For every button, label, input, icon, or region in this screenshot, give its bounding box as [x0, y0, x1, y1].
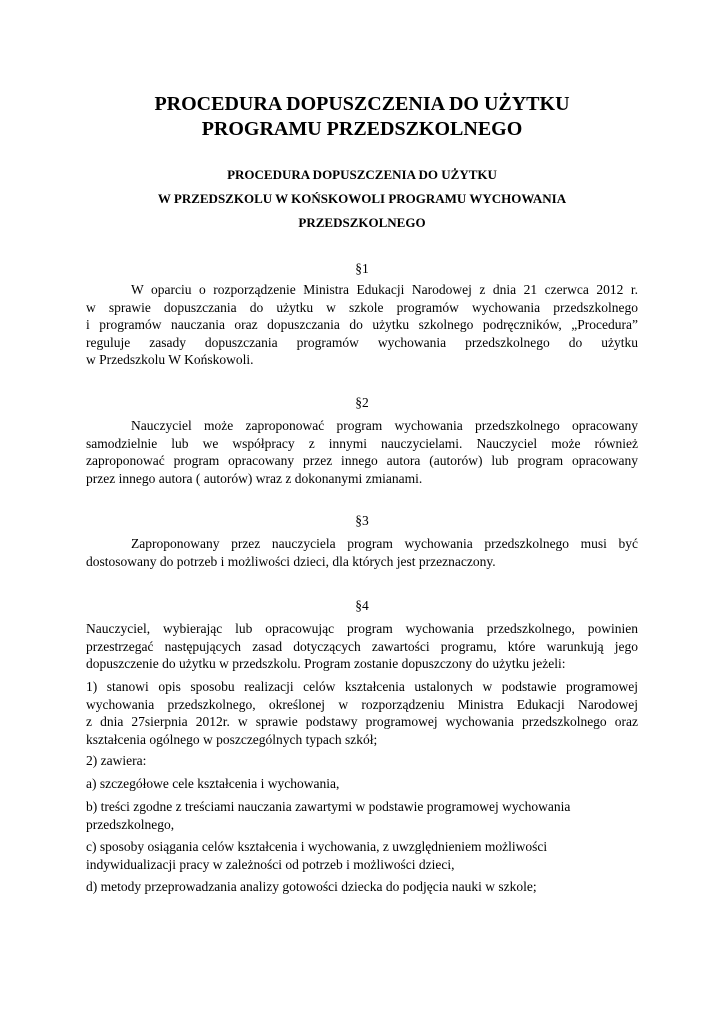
paragraph-line: przez innego autora ( autorów) wraz z dokonanymi zmianami. — [86, 470, 423, 486]
section-1-mark: §1 — [355, 261, 369, 276]
paragraph-line: Zaproponowany przez nauczyciela program wychowania przedszkolnego musi być — [131, 536, 638, 551]
paragraph-line: w Przedszkolu W Końskowoli. — [86, 352, 254, 367]
paragraph-line: b) treści zgodne z treściami nauczania zawartymi w podstawie programowej wychowania — [86, 799, 571, 814]
paragraph-line: z dnia 27sierpnia 2012r. w sprawie podstawy programowej wychowania przedszkolnego oraz — [86, 714, 638, 729]
paragraph-line: kształcenia ogólnego w poszczególnych typach szkół; — [86, 731, 378, 747]
section-2-mark: §2 — [355, 395, 369, 410]
section-4-item-d: d) metody przeprowadzania analizy gotowości dziecka do podjęcia nauki w szkole; — [86, 879, 537, 894]
paragraph-line: c) sposoby osiągania celów kształcenia i wychowania, z uwzględnieniem możliwości — [86, 839, 548, 854]
paragraph-line: indywidualizacji pracy w zależności od potrzeb i możliwości dzieci, — [86, 856, 455, 872]
paragraph-line: i programów nauczania oraz dopuszczania do użytku szkolnego podręczników, „Procedura” — [86, 317, 638, 332]
paragraph-line: 1) stanowi opis sposobu realizacji celów kształcenia ustalonych w podstawie programowej — [86, 679, 638, 694]
section-4-item-1 — [86, 678, 638, 748]
section-4-item-a: a) szczegółowe cele kształcenia i wychowania, — [86, 776, 340, 791]
section-2-paragraph — [86, 417, 638, 487]
paragraph-line: Nauczyciel, wybierając lub opracowując program wychowania przedszkolnego, powinien — [86, 621, 638, 636]
paragraph-line: dopuszczenie do użytku w przedszkolu. Program zostanie dopuszczony do użytku jeżeli: — [86, 656, 566, 671]
document-subtitle — [86, 163, 638, 235]
subtitle-line-1: PROCEDURA DOPUSZCZENIA DO UŻYTKU — [227, 167, 497, 182]
subtitle-line-2: W PRZEDSZKOLU W KOŃSKOWOLI PROGRAMU WYCHOWANIA — [157, 191, 567, 206]
section-4-item-c — [86, 838, 638, 873]
section-4-intro — [86, 620, 638, 673]
paragraph-line: reguluje zasady dopuszczania programów wychowania przedszkolnego do użytku — [86, 334, 638, 350]
document-title — [86, 92, 638, 142]
section-1-paragraph — [86, 281, 638, 369]
paragraph-line: przestrzegać następujących zasad dotyczących zawartości programu, które warunkują jego — [86, 638, 638, 654]
paragraph-line: samodzielnie lub we współpracy z innymi nauczycielami. Nauczyciel może również — [86, 435, 638, 451]
paragraph-line: dostosowany do potrzeb i możliwości dzieci, dla których jest przeznaczony. — [86, 553, 496, 569]
paragraph-line: Nauczyciel może zaproponować program wychowania przedszkolnego opracowany — [131, 418, 638, 433]
section-4-mark: §4 — [355, 598, 369, 613]
paragraph-line: zaproponować program opracowany przez innego autora (autorów) lub program opracowany — [86, 453, 638, 468]
paragraph-line: w sprawie dopuszczania do użytku w szkole programów wychowania przedszkolnego — [86, 299, 638, 315]
section-4-item-b — [86, 798, 638, 833]
title-line-2: PROGRAMU PRZEDSZKOLNEGO — [201, 118, 523, 140]
title-line-1: PROCEDURA DOPUSZCZENIA DO UŻYTKU — [154, 93, 570, 115]
section-3-paragraph — [86, 535, 638, 570]
paragraph-line: przedszkolnego, — [86, 816, 175, 832]
section-4-item-2: 2) zawiera: — [86, 753, 147, 768]
section-3-mark: §3 — [355, 513, 369, 528]
paragraph-line: wychowania przedszkolnego, określonej w rozporządzeniu Ministra Edukacji Narodowej — [86, 696, 638, 712]
paragraph-line: W oparciu o rozporządzenie Ministra Edukacji Narodowej z dnia 21 czerwca 2012 r. — [131, 282, 638, 297]
subtitle-line-3: PRZEDSZKOLNEGO — [298, 215, 426, 230]
